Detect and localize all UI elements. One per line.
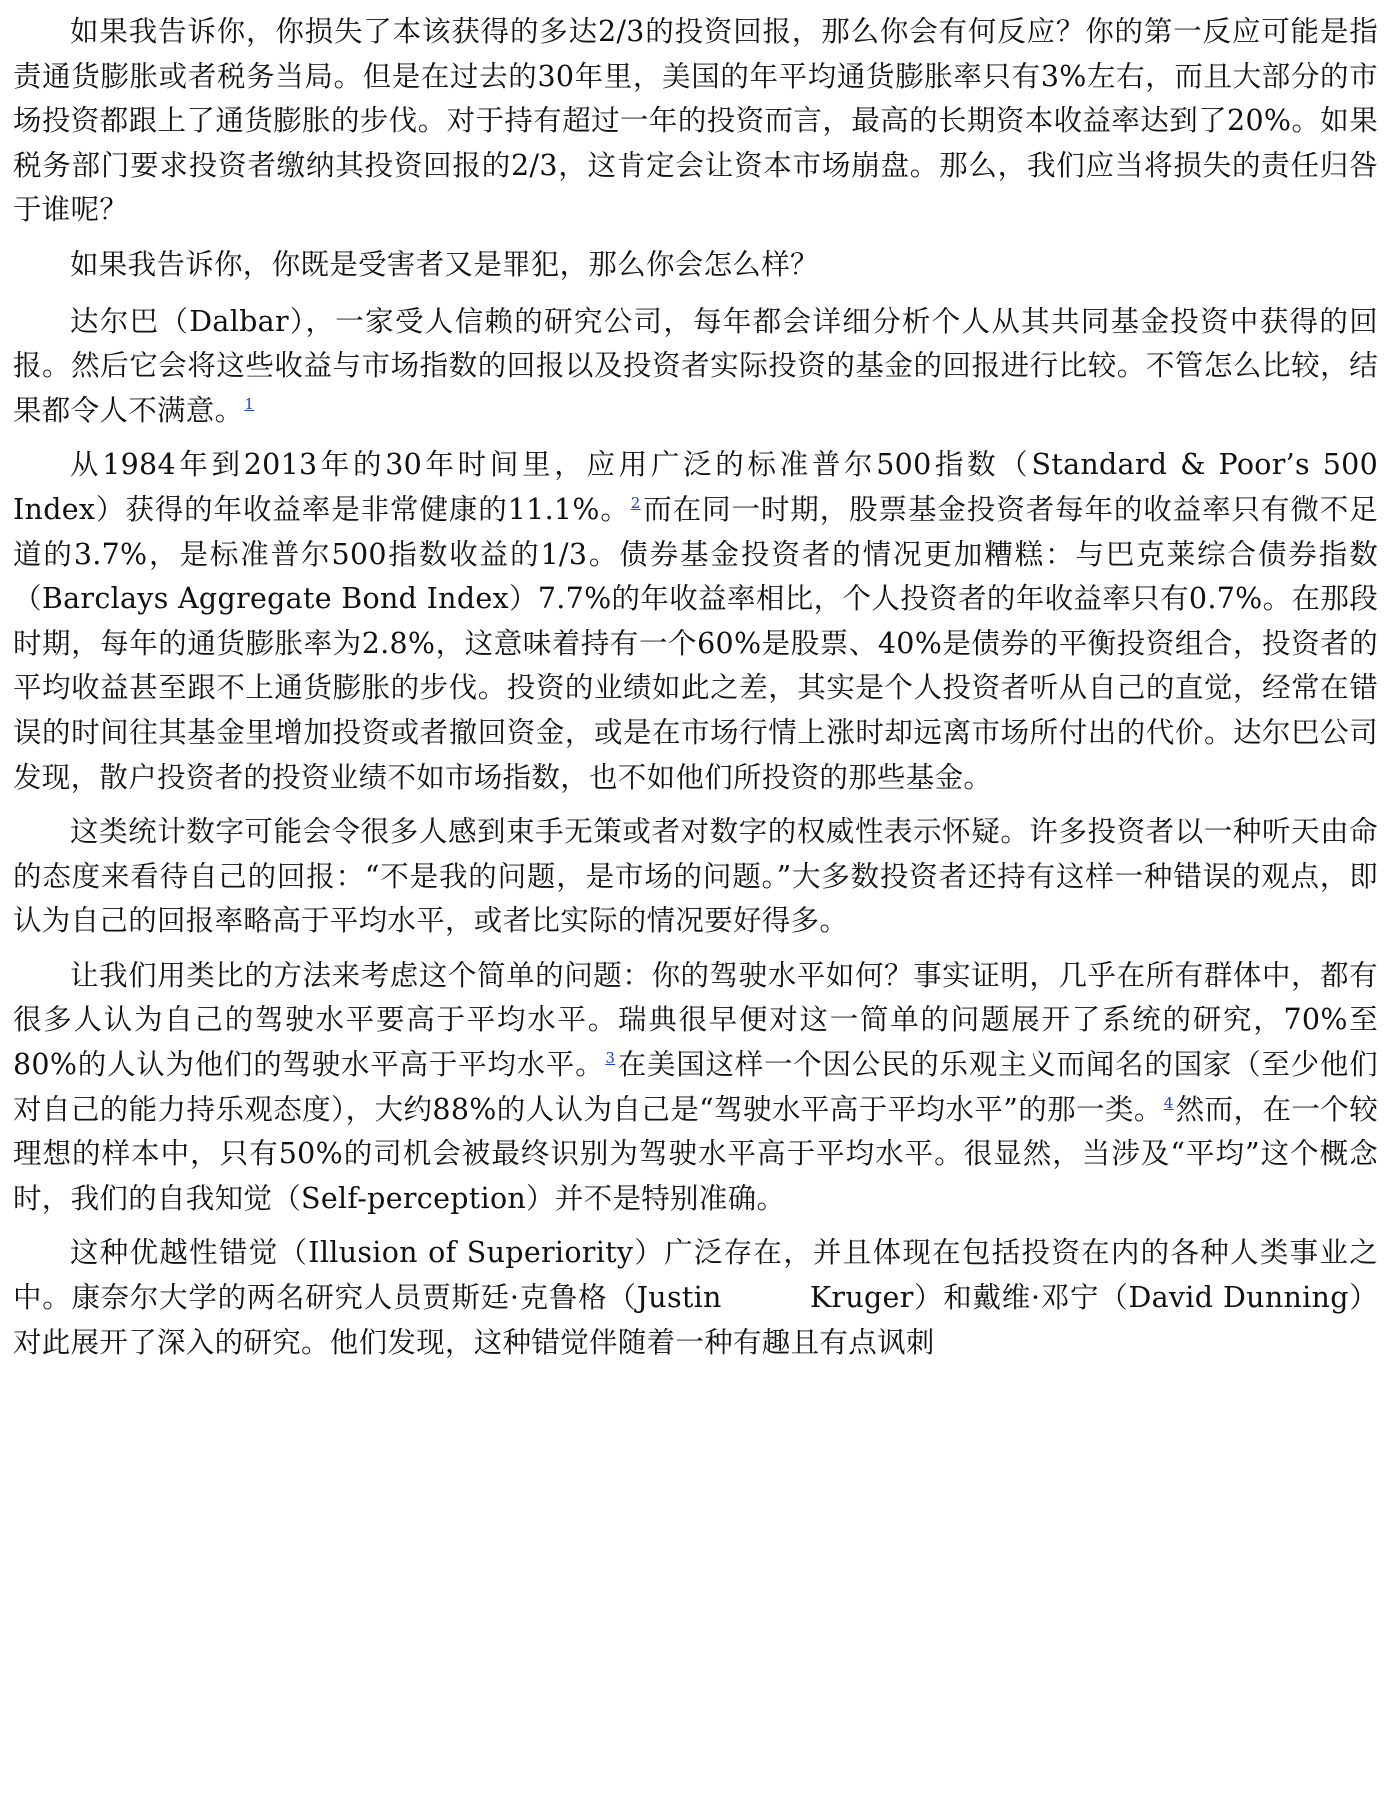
paragraph-text: 如果我告诉你，你损失了本该获得的多达2/3的投资回报，那么你会有何反应？你的第一反应可能是指责通货膨胀或者税务当局。但是在过去的30年里，美国的年平均通货膨胀率只有3%左右，而且大部分的市场投资都跟上了通货膨胀的步伐。对于持有超过一年的投资而言，最高的长期资本收益率达到了20%。如果税务部门要求投资者缴纳其投资回报的2/3，这肯定会让资本市场崩盘。那么，我们应当将损失的责任归咎于谁呢？ [13, 15, 1378, 227]
paragraph-text: 这类统计数字可能会令很多人感到束手无策或者对数字的权威性表示怀疑。许多投资者以一种听天由命的态度来看待自己的回报：“不是我的问题，是市场的问题。”大多数投资者还持有这样一种错误的观点，即认为自己的回报率略高于平均水平，或者比实际的情况要好得多。 [13, 815, 1378, 938]
footnote-link[interactable]: 4 [1163, 1093, 1174, 1112]
paragraph [13, 443, 1378, 800]
paragraph [13, 243, 1378, 288]
paragraph [13, 10, 1378, 233]
paragraph-text: 达尔巴（Dalbar），一家受人信赖的研究公司，每年都会详细分析个人从其共同基金投资中获得的回报。然后它会将这些收益与市场指数的回报以及投资者实际投资的基金的回报进行比较。不管怎么比较，结果都令人不满意。 [13, 304, 1378, 427]
paragraph [13, 1231, 1378, 1365]
paragraph-text: 这种优越性错觉（Illusion of Superiority）广泛存在，并且体现在包括投资在内的各种人类事业之中。康奈尔大学的两名研究人员贾斯廷·克鲁格（Justin Kruger）和戴维·邓宁（David Dunning）对此展开了深入的研究。他们发现，这种错觉伴随着一种有趣且有点讽刺 [13, 1236, 1378, 1359]
paragraph [13, 810, 1378, 944]
paragraph-text: 在美国这样一个因公民的乐观主义而闻名的国家（至少他们对自己的能力持乐观态度），大约88%的人认为自己是“驾驶水平高于平均水平”的那一类。 [13, 1048, 1378, 1126]
paragraph-text: 让我们用类比的方法来考虑这个简单的问题：你的驾驶水平如何？事实证明，几乎在所有群体中，都有很多人认为自己的驾驶水平要高于平均水平。瑞典很早便对这一简单的问题展开了系统的研究，70%至80%的人认为他们的驾驶水平高于平均水平。 [13, 958, 1378, 1082]
paragraph-text: 然而，在一个较理想的样本中，只有50%的司机会被最终识别为驾驶水平高于平均水平。很显然，当涉及“平均”这个概念时，我们的自我知觉（Self-perception）并不是特别准确。 [13, 1092, 1379, 1215]
paragraph-text: 如果我告诉你，你既是受害者又是罪犯，那么你会怎么样？ [70, 247, 819, 281]
paragraph-text: 从1984年到2013年的30年时间里，应用广泛的标准普尔500指数（Standard & Poor’s 500 Index）获得的年收益率是非常健康的11.1%。 [13, 448, 1378, 526]
footnote-link[interactable]: 1 [244, 394, 255, 413]
paragraph [13, 300, 1378, 434]
footnote-link[interactable]: 2 [630, 493, 641, 512]
paragraph [13, 954, 1378, 1222]
paragraph-text: 而在同一时期，股票基金投资者每年的收益率只有微不足道的3.7%，是标准普尔500指数收益的1/3。债券基金投资者的情况更加糟糕：与巴克莱综合债券指数（Barclays Aggregate Bond Index）7.7%的年收益率相比，个人投资者的年收益率只有0.7%。在那段时期，每年的通货膨胀率为2.8%，这意味着持有一个60%是股票、40%是债券的平衡投资组合，投资者的平均收益甚至跟不上通货膨胀的步伐。投资的业绩如此之差，其实是个人投资者听从自己的直觉，经常在错误的时间往其基金里增加投资或者撤回资金，或是在市场行情上涨时却远离市场所付出的代价。达尔巴公司发现，散户投资者的投资业绩不如市场指数，也不如他们所投资的那些基金。 [13, 492, 1378, 794]
footnote-link[interactable]: 3 [605, 1049, 616, 1068]
document-page [13, 10, 1378, 1790]
